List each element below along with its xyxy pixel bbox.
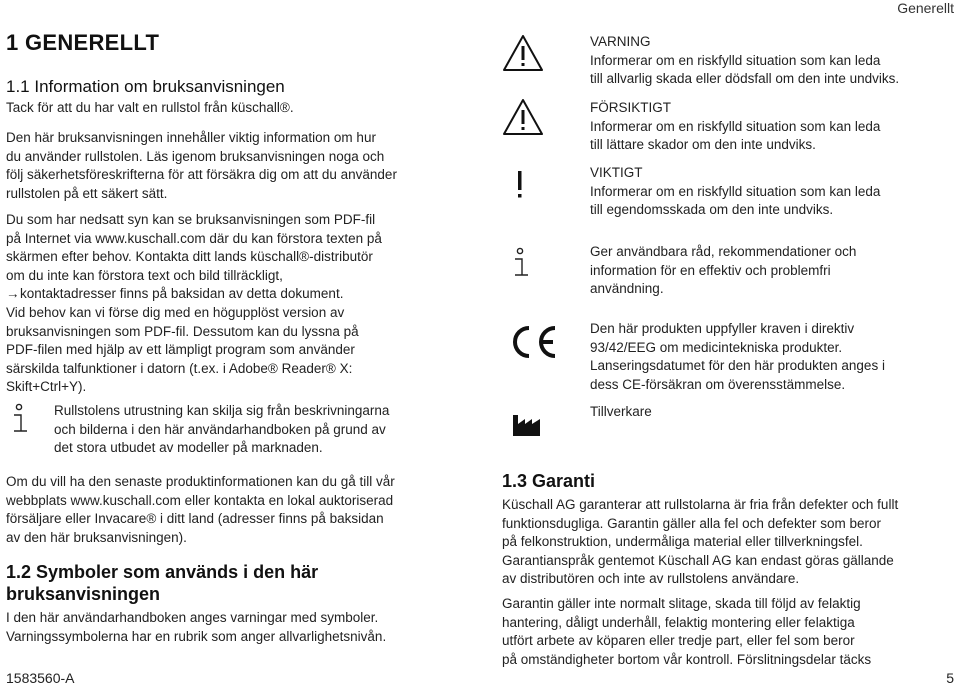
paragraph-visual-impairment: Du som har nedsatt syn kan se bruksanvisningen som PDF-fil på Internet via www.kuschall.com där du kan förstora texten på skärmen efter behov. Kontakta ditt lands küschall®-distributör om du inte kan förstora text och bild tillräckligt, →kontaktadresser finns på baksidan av detta dokument. Vid behov kan vi förse dig med en högupplöst version av bruksanvisningen som PDF-fil. Dessutom kan du lyssna på PDF-filen med hjälp av ett lämpligt program som använder särskilda talfunktioner i datorn (t.ex. i Adobe® Reader® X: Skift+Ctrl+Y). [6,211,446,397]
symbol-warning-text: VARNING Informerar om en riskfylld situation som kan leda till allvarlig skada eller dödsfall om den inte undviks. [590,33,958,89]
symbol-manufacturer-text: Tillverkare [590,404,652,419]
symbol-ce-text: Den här produkten uppfyller kraven i direktiv 93/42/EEG om medicintekniska produkter. Lanseringsdatumet för den här produkten anges i dess CE-försäkran om överensstämmelse. [590,321,885,392]
warning-triangle-icon [502,34,544,72]
paragraph-symbols: I den här användarhandboken anges varningar med symboler. Varningssymbolerna har en rubrik som anger allvarlighetsnivån. [6,610,387,644]
paragraph-intro: Den här bruksanvisningen innehåller viktig information om hur du använder rullstolen. Läs igenom bruksanvisningen noga och följ säkerhetsföreskrifterna för att försäkra dig om att du använder rullstolen på ett säkert sätt. [6,130,397,201]
paragraph-thanks: Tack för att du har valt en rullstol från küschall®. [6,100,294,115]
symbol-important-text: VIKTIGT Informerar om en riskfylld situation som kan leda till egendomsskada om den inte undviks. [590,164,958,220]
running-header: Generellt [897,0,954,16]
paragraph-website: Om du vill ha den senaste produktinformationen kan du gå till vår webbplats www.kuschall.com eller kontakta en lokal auktoriserad försäljare eller Invacare® i ditt land (adresser finns på baksidan av den här bruksanvisningen). [6,474,395,545]
exclamation-icon [512,170,528,200]
paragraph-warranty-1: Küschall AG garanterar att rullstolarna är fria från defekter och fullt funktionsdugliga. Garantin gäller alla fel och defekter som beror på felkonstruktion, undermåliga material eller tillverkningsfel. Garantianspråk gentemot Küschall AG kan endast göras gällande av distributören och inte av rullstolens användare. [502,497,899,587]
info-icon [511,247,533,279]
arrow-right-icon: → [6,286,20,302]
symbol-title: VIKTIGT [590,165,643,180]
note-equipment: Rullstolens utrustning kan skilja sig från beskrivningarna och bilderna i den här användarhandboken på grund av det stora utbudet av modeller på marknaden. [54,403,390,456]
symbol-caution-text: FÖRSIKTIGT Informerar om en riskfylld situation som kan leda till lättare skador om den inte undviks. [590,99,958,155]
section-title-1-1: 1.1 Information om bruksanvisningen [6,77,285,96]
manufacturer-icon [512,411,542,437]
symbol-title: VARNING [590,34,651,49]
caution-triangle-icon [502,98,544,136]
paragraph-warranty-2: Garantin gäller inte normalt slitage, skada till följd av felaktig hantering, dåligt underhåll, felaktig montering eller felaktiga utfört arbete av köparen eller tredje part, eller fel som beror på omständigheter bortom vår kontroll. Förslitningsdelar täcks [502,596,872,667]
page-number: 5 [946,670,954,686]
ce-mark-icon [507,323,559,361]
info-icon [10,403,32,435]
section-title-1-3: 1.3 Garanti [502,471,596,491]
symbol-title: FÖRSIKTIGT [590,100,671,115]
symbol-info-text: Ger användbara råd, rekommendationer och information för en effektiv och problemfri användning. [590,244,857,297]
contact-reference: →kontaktadresser finns på baksidan av detta dokument. [6,285,446,304]
document-number: 1583560-A [6,670,75,686]
chapter-title: 1 GENERELLT [6,30,160,55]
section-title-1-2: 1.2 Symboler som används i den här bruksanvisningen [6,562,319,604]
